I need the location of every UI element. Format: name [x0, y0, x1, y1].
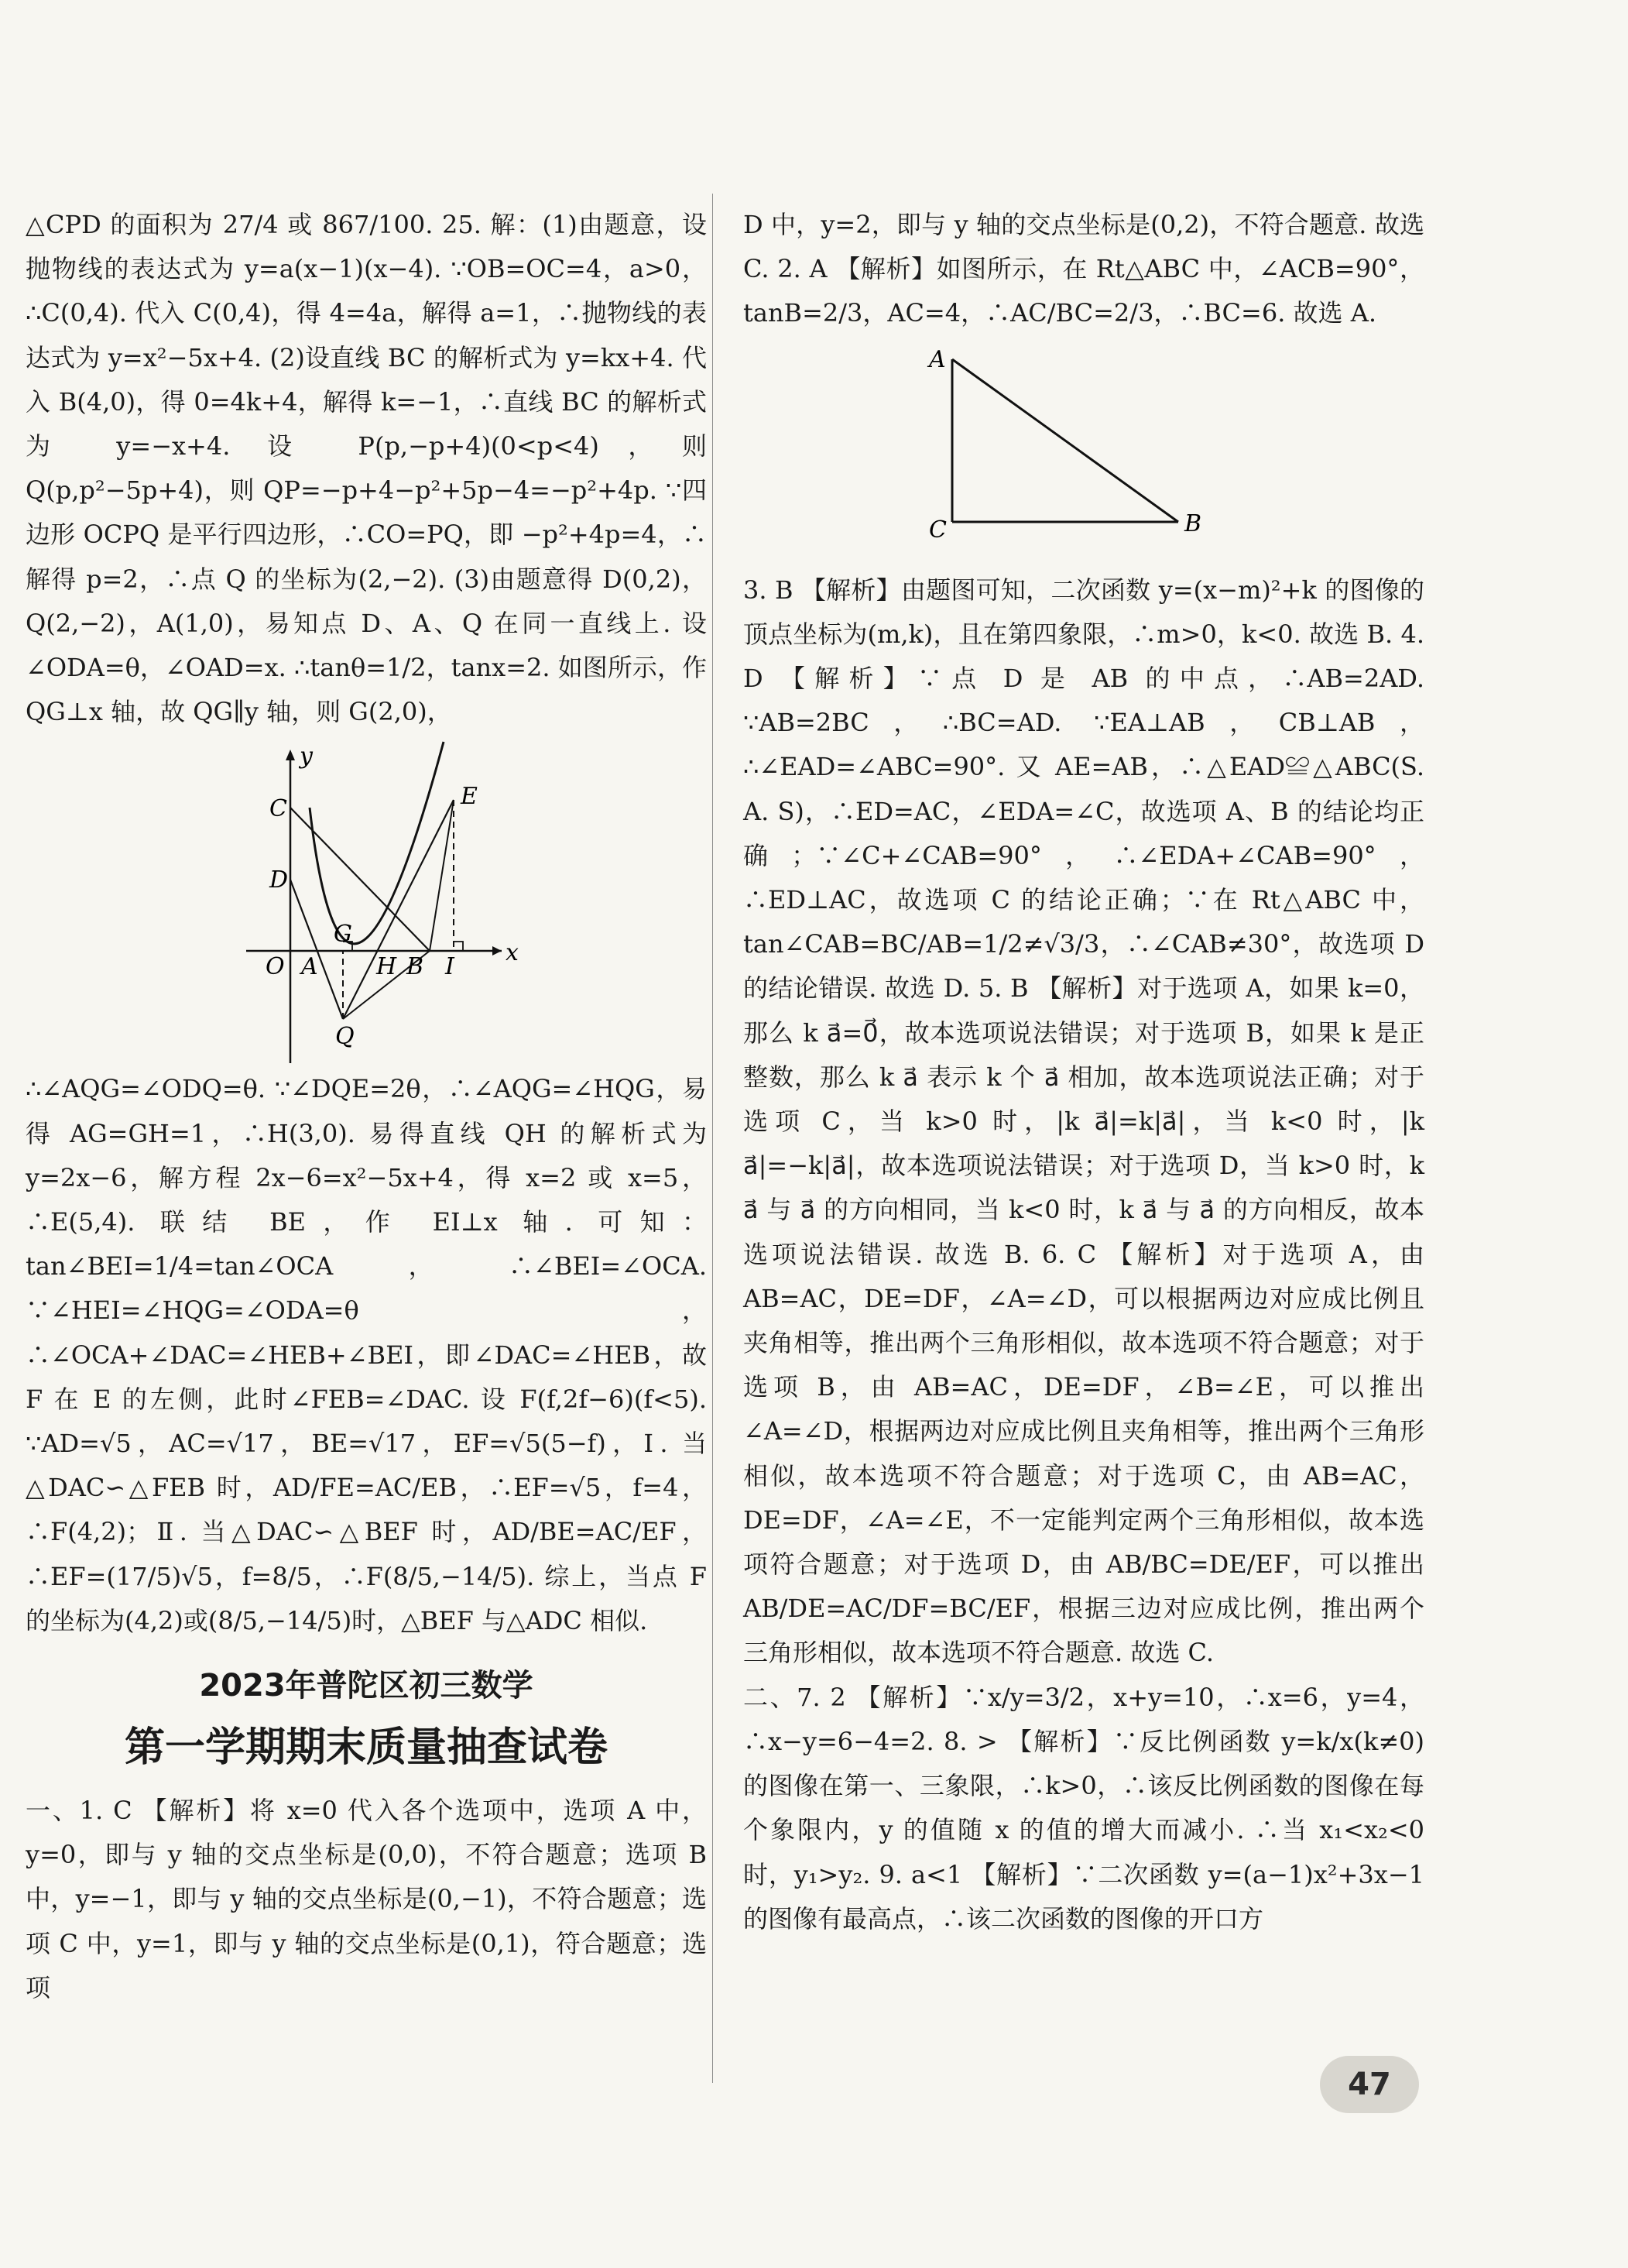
left-paragraph-1: △CPD 的面积为 27/4 或 867/100. 25. 解：(1)由题意，设抛物线的表达式为 y=a(x−1)(x−4). ∵OB=OC=4，a>0，∴C(0,4). 代入 C(0,4)，得 4=4a，解得 a=1，∴抛物线的表达式为 y=x²−5x+4. (2)设直线 BC 的解析式为 y=kx+4. 代入 B(4,0)，得 0=4k+4，解得 k=−1，∴直线 BC 的解析式为 y=−x+4. 设 P(p,−p+4)(0<p<4)，则 Q(p,p²−5p+4)，则 QP=−p+4−p²+5p−4=−p²+4p. ∵四边形 OCPQ 是平行四边形，∴CO=PQ，即 −p²+4p=4，∴解得 p=2，∴点 Q 的坐标为(2,−2). (3)由题意得 D(0,2)，Q(2,−2)，A(1,0)，易知点 D、A、Q 在同一直线上. 设∠ODA=θ，∠OAD=x. ∴tanθ=1/2，tanx=2. 如图所示，作 QG⊥x 轴，故 QG∥y 轴，则 G(2,0)， [26, 210, 707, 727]
exam-title-line1: 2023年普陀区初三数学 [199, 1668, 533, 1704]
label-A: A [929, 345, 946, 373]
left-paragraph-2: ∴∠AQG=∠ODQ=θ. ∵∠DQE=2θ，∴∠AQG=∠HQG，易得 AG=GH=1，∴H(3,0). 易得直线 QH 的解析式为 y=2x−6，解方程 2x−6=x²−5x+4，得 x=2 或 x=5，∴E(5,4). 联结 BE，作 EI⊥x 轴. 可知：tan∠BEI=1/4=tan∠OCA，∴∠BEI=∠OCA. ∵∠HEI=∠HQG=∠ODA=θ，∴∠OCA+∠DAC=∠HEB+∠BEI，即∠DAC=∠HEB，故 F 在 E 的左侧，此时∠FEB=∠DAC. 设 F(f,2f−6)(f<5). ∵AD=√5，AC=√17，BE=√17，EF=√5(5−f)，Ⅰ. 当△DAC∽△FEB 时，AD/FE=AC/EB，∴EF=√5，f=4，∴F(4,2)；Ⅱ. 当△DAC∽△BEF 时，AD/BE=AC/EF，∴EF=(17/5)√5，f=8/5，∴F(8/5,−14/5). 综上，当点 F 的坐标为(4,2)或(8/5,−14/5)时，△BEF 与△ADC 相似. [26, 1074, 707, 1635]
label-B: B [406, 953, 424, 981]
left-paragraph-3: 一、1. C 【解析】将 x=0 代入各个选项中，选项 A 中，y=0，即与 y 轴的交点坐标是(0,0)，不符合题意；选项 B 中，y=−1，即与 y 轴的交点坐标是(0,−1)，不符合题意；选项 C 中，y=1，即与 y 轴的交点坐标是(0,1)，符合题意；选项 [26, 1796, 707, 2002]
label-C: C [269, 795, 287, 823]
label-H: H [376, 953, 397, 981]
label-D: D [269, 866, 289, 894]
label-B: B [1184, 510, 1202, 537]
label-G: G [334, 921, 352, 949]
exam-title-line2: 第一学期期末质量抽查试卷 [124, 1724, 608, 1772]
label-E: E [461, 783, 478, 811]
right-paragraph-1: D 中，y=2，即与 y 轴的交点坐标是(0,2)，不符合题意. 故选 C. 2. A 【解析】如图所示，在 Rt△ABC 中，∠ACB=90°，tanB=2/3，AC=4，∴AC/BC=2/3，∴BC=6. 故选 A. [743, 210, 1424, 328]
left-column [26, 203, 707, 2010]
label-x: x [506, 939, 519, 967]
parabola-figure [26, 734, 707, 1067]
right-paragraph-2: 3. B 【解析】由题图可知，二次函数 y=(x−m)²+k 的图像的顶点坐标为(m,k)，且在第四象限，∴m>0，k<0. 故选 B. 4. D 【解析】∵点 D 是 AB 的中点，∴AB=2AD. ∵AB=2BC，∴BC=AD. ∵EA⊥AB，CB⊥AB，∴∠EAD=∠ABC=90°. 又 AE=AB，∴△EAD≌△ABC(S. A. S)，∴ED=AC，∠EDA=∠C，故选项 A、B 的结论均正确；∵∠C+∠CAB=90°，∴∠EDA+∠CAB=90°，∴ED⊥AC，故选项 C 的结论正确；∵在 Rt△ABC 中，tan∠CAB=BC/AB=1/2≠√3/3，∴∠CAB≠30°，故选项 D 的结论错误. 故选 D. 5. B 【解析】对于选项 A，如果 k=0，那么 k a⃗=0⃗，故本选项说法错误；对于选项 B，如果 k 是正整数，那么 k a⃗ 表示 k 个 a⃗ 相加，故本选项说法正确；对于选项 C，当 k>0 时，|k a⃗|=k|a⃗|，当 k<0 时，|k a⃗|=−k|a⃗|，故本选项说法错误；对于选项 D，当 k>0 时，k a⃗ 与 a⃗ 的方向相同，当 k<0 时，k a⃗ 与 a⃗ 的方向相反，故本选项说法错误. 故选 B. 6. C 【解析】对于选项 A，由 AB=AC，DE=DF，∠A=∠D，可以根据两边对应成比例且夹角相等，推出两个三角形相似，故本选项不符合题意；对于选项 B，由 AB=AC，DE=DF，∠B=∠E，可以推出∠A=∠D，根据两边对应成比例且夹角相等，推出两个三角形相似，故本选项不符合题意；对于选项 C，由 AB=AC，DE=DF，∠A=∠E，不一定能判定两个三角形相似，故本选项符合题意；对于选项 D，由 AB/BC=DE/EF，可以推出 AB/DE=AC/DF=BC/EF，根据三边对应成比例，推出两个三角形相似，故本选项不符合题意. 故选 C. [743, 575, 1424, 1668]
label-I: I [445, 953, 454, 981]
triangle-figure [743, 336, 1424, 568]
label-A: A [301, 953, 318, 981]
right-paragraph-3: 二、7. 2 【解析】∵x/y=3/2，x+y=10，∴x=6，y=4，∴x−y=6−4=2. 8. > 【解析】∵反比例函数 y=k/x(k≠0)的图像在第一、三象限，∴k>0，∴该反比例函数的图像在每个象限内，y 的值随 x 的值的增大而减小. ∴当 x₁<x₂<0 时，y₁>y₂. 9. a<1 【解析】∵二次函数 y=(a−1)x²+3x−1 的图像有最高点，∴该二次函数的图像的开口方 [743, 1682, 1424, 1933]
right-column [743, 203, 1424, 1941]
label-Q: Q [335, 1023, 355, 1051]
page-number-badge: 47 [1320, 2056, 1419, 2113]
column-divider [712, 194, 713, 2083]
label-C: C [929, 516, 947, 544]
label-y: y [300, 743, 313, 770]
label-O: O [266, 953, 285, 981]
